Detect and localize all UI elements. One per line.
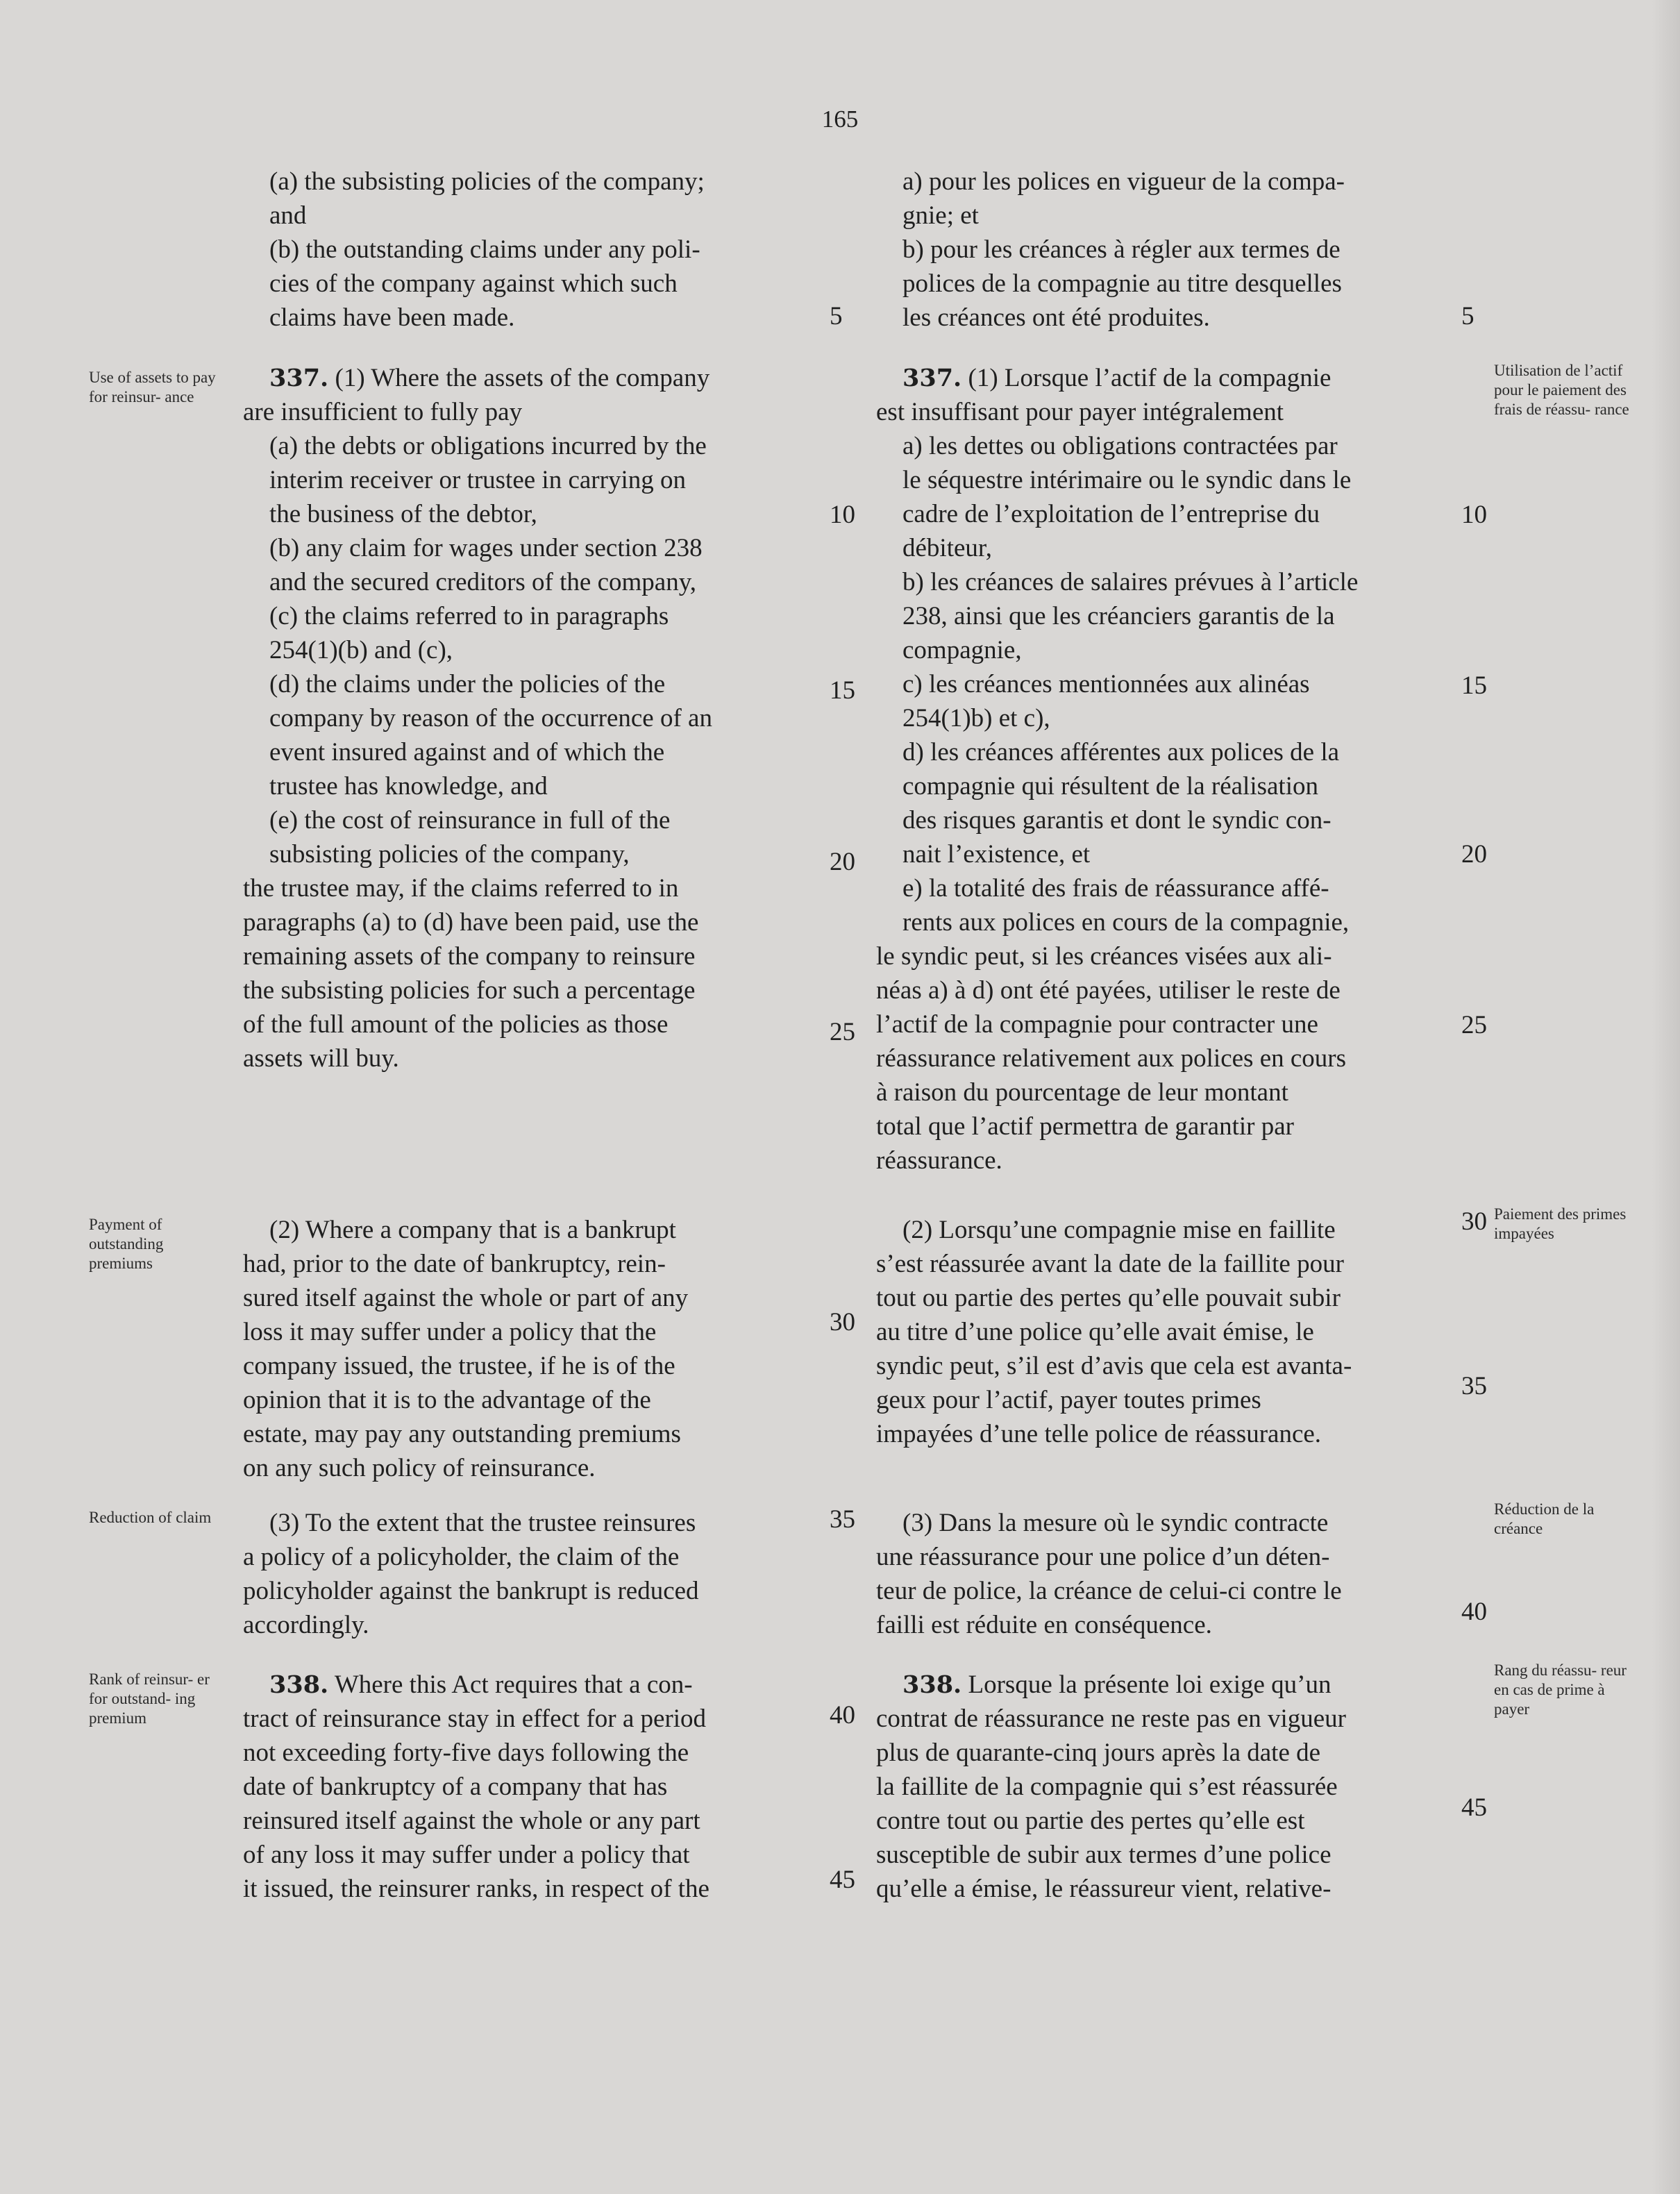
text-line: compagnie,	[902, 636, 1022, 664]
french-section-337-2	[876, 1213, 1452, 1451]
section-heading-line	[876, 361, 1452, 395]
english-section-337-3	[243, 1506, 819, 1642]
line-number: 20	[1461, 840, 1487, 869]
english-section-337-2	[243, 1213, 819, 1485]
text-line: néas a) à d) ont été payées, utiliser le reste de	[876, 976, 1341, 1005]
line-number: 15	[830, 676, 855, 705]
line-number: 5	[830, 302, 843, 330]
line-number: 40	[830, 1701, 855, 1730]
text-line: policyholder against the bankrupt is reduced	[243, 1577, 699, 1605]
text-line: a) pour les polices en vigueur de la compa-	[902, 167, 1345, 196]
text-line: contre tout ou partie des pertes qu’elle est	[876, 1807, 1305, 1835]
text-line: of the full amount of the policies as those	[243, 1010, 669, 1039]
margin-note-text: Rank of reinsur- er for outstand- ing premium	[89, 1670, 210, 1727]
margin-note-use-of-assets	[89, 368, 228, 407]
text-span: Where this Act requires that a con-	[328, 1670, 693, 1699]
text-line: assets will buy.	[243, 1044, 399, 1073]
line-number: 40	[1461, 1598, 1487, 1626]
margin-note-payment-premiums	[89, 1215, 228, 1273]
line-number: 25	[1461, 1011, 1487, 1039]
text-line: e) la totalité des frais de réassurance affé-	[902, 874, 1329, 903]
text-line: the subsisting policies for such a percentage	[243, 976, 696, 1005]
text-line: are insufficient to fully pay	[243, 398, 523, 426]
text-line: total que l’actif permettra de garantir par	[876, 1112, 1294, 1141]
text-line: opinion that it is to the advantage of the	[243, 1386, 651, 1414]
text-line: à raison du pourcentage de leur montant	[876, 1078, 1288, 1107]
text-line: le séquestre intérimaire ou le syndic dans le	[902, 466, 1352, 494]
text-line: date of bankruptcy of a company that has	[243, 1773, 668, 1801]
text-line: (e) the cost of reinsurance in full of the	[269, 806, 671, 835]
text-line: cies of the company against which such	[269, 269, 678, 298]
margin-note-text: Paiement des primes impayées	[1494, 1205, 1627, 1242]
page-edge-shadow	[1652, 0, 1680, 2194]
text-line: (d) the claims under the policies of the	[269, 670, 666, 698]
text-line: (b) the outstanding claims under any poli-	[269, 235, 700, 264]
text-line: not exceeding forty-five days following the	[243, 1739, 689, 1767]
line-number: 15	[1461, 671, 1487, 700]
text-line: d) les créances afférentes aux polices de la	[902, 738, 1340, 767]
text-line: tout ou partie des pertes qu’elle pouvait subir	[876, 1284, 1341, 1312]
text-line: (a) the debts or obligations incurred by the	[269, 432, 707, 460]
text-line: réassurance.	[876, 1146, 1002, 1175]
french-section-337-1	[876, 361, 1452, 1178]
line-number: 5	[1461, 302, 1475, 330]
line-number: 20	[830, 848, 855, 876]
margin-note-text: Reduction of claim	[89, 1509, 212, 1526]
text-span: Lorsque la présente loi exige qu’un	[961, 1670, 1332, 1699]
margin-note-text: Réduction de la créance	[1494, 1500, 1595, 1537]
line-number: 10	[830, 501, 855, 529]
section-heading-line	[876, 1668, 1452, 1702]
section-number: 337.	[902, 364, 962, 392]
text-line: l’actif de la compagnie pour contracter une	[876, 1010, 1318, 1039]
text-line: b) les créances de salaires prévues à l’article	[902, 568, 1359, 596]
text-line: est insuffisant pour payer intégralement	[876, 398, 1284, 426]
margin-note-reduction-claim	[89, 1508, 228, 1527]
line-number: 35	[830, 1505, 855, 1534]
section-number: 337.	[269, 364, 329, 392]
line-number: 45	[1461, 1793, 1487, 1822]
text-line: syndic peut, s’il est d’avis que cela est avanta-	[876, 1352, 1352, 1380]
margin-note-rank-reinsurer	[89, 1670, 228, 1728]
margin-note-rang-reassureur	[1494, 1661, 1640, 1719]
text-line: and	[269, 201, 307, 230]
text-line: subsisting policies of the company,	[269, 840, 630, 869]
text-line: remaining assets of the company to reinsure	[243, 942, 696, 971]
margin-note-paiement-primes	[1494, 1205, 1640, 1243]
text-line: failli est réduite en conséquence.	[876, 1611, 1212, 1639]
text-line: plus de quarante-cinq jours après la date de	[876, 1739, 1321, 1767]
line-number: 10	[1461, 501, 1487, 529]
text-line: qu’elle a émise, le réassureur vient, relative-	[876, 1875, 1332, 1903]
text-line: contrat de réassurance ne reste pas en vigueur	[876, 1705, 1346, 1733]
text-line: b) pour les créances à régler aux termes de	[902, 235, 1341, 264]
text-line: geux pour l’actif, payer toutes primes	[876, 1386, 1261, 1414]
text-line: impayées d’une telle police de réassurance.	[876, 1420, 1322, 1448]
text-span: (1) Where the assets of the company	[328, 364, 710, 392]
margin-note-text: Payment of outstanding premiums	[89, 1216, 164, 1272]
text-line: a policy of a policyholder, the claim of the	[243, 1543, 680, 1571]
text-line: des risques garantis et dont le syndic con-	[902, 806, 1332, 835]
text-line: 254(1)(b) and (c),	[269, 636, 453, 664]
text-line: on any such policy of reinsurance.	[243, 1454, 596, 1482]
text-line: tract of reinsurance stay in effect for a period	[243, 1705, 707, 1733]
french-section-338	[876, 1668, 1452, 1906]
line-number: 25	[830, 1018, 855, 1046]
text-line: au titre d’une police qu’elle avait émise, le	[876, 1318, 1314, 1346]
text-line: c) les créances mentionnées aux alinéas	[902, 670, 1310, 698]
text-line: of any loss it may suffer under a policy that	[243, 1841, 690, 1869]
text-line: a) les dettes ou obligations contractées par	[902, 432, 1338, 460]
text-line: susceptible de subir aux termes d’une police	[876, 1841, 1332, 1869]
section-number: 338.	[269, 1670, 329, 1699]
text-line: réassurance relativement aux polices en cours	[876, 1044, 1347, 1073]
french-paragraph-polices	[876, 165, 1452, 335]
english-section-337-1	[243, 361, 819, 1075]
text-line: company issued, the trustee, if he is of the	[243, 1352, 675, 1380]
text-line: nait l’existence, et	[902, 840, 1091, 869]
text-line: cadre de l’exploitation de l’entreprise du	[902, 500, 1320, 528]
english-paragraph-subsisting-policies	[243, 165, 819, 335]
text-line: la faillite de la compagnie qui s’est réassurée	[876, 1773, 1338, 1801]
line-number: 35	[1461, 1372, 1487, 1400]
text-line: the trustee may, if the claims referred to in	[243, 874, 679, 903]
text-line: s’est réassurée avant la date de la faillite pour	[876, 1250, 1344, 1278]
text-line: (2) Lorsqu’une compagnie mise en faillite	[902, 1216, 1336, 1244]
margin-note-utilisation-actif	[1494, 361, 1640, 419]
text-line: une réassurance pour une police d’un déten-	[876, 1543, 1330, 1571]
text-line: compagnie qui résultent de la réalisation	[902, 772, 1318, 801]
margin-note-reduction-creance	[1494, 1500, 1640, 1539]
text-line: event insured against and of which the	[269, 738, 665, 767]
text-line: (3) Dans la mesure où le syndic contracte	[902, 1509, 1329, 1537]
text-line: 238, ainsi que les créanciers garantis de la	[902, 602, 1335, 630]
line-number: 30	[830, 1308, 855, 1337]
text-line: claims have been made.	[269, 303, 515, 332]
text-line: (c) the claims referred to in paragraphs	[269, 602, 669, 630]
text-line: les créances ont été produites.	[902, 303, 1210, 332]
text-line: polices de la compagnie au titre desquelles	[902, 269, 1342, 298]
line-number: 45	[830, 1866, 855, 1894]
line-number: 30	[1461, 1207, 1487, 1236]
margin-note-text: Use of assets to pay for reinsur- ance	[89, 369, 216, 405]
page-number: 165	[821, 106, 859, 133]
text-line: sured itself against the whole or part of any	[243, 1284, 689, 1312]
text-line: and the secured creditors of the company,	[269, 568, 697, 596]
text-line: interim receiver or trustee in carrying on	[269, 466, 686, 494]
text-line: teur de police, la créance de celui-ci contre le	[876, 1577, 1342, 1605]
text-line: trustee has knowledge, and	[269, 772, 548, 801]
text-line: reinsured itself against the whole or any part	[243, 1807, 700, 1835]
text-line: company by reason of the occurrence of an	[269, 704, 712, 732]
margin-note-text: Rang du réassu- reur en cas de prime à payer	[1494, 1661, 1627, 1718]
text-line: (3) To the extent that the trustee reinsures	[269, 1509, 696, 1537]
text-line: accordingly.	[243, 1611, 369, 1639]
english-section-338	[243, 1668, 819, 1906]
text-line: débiteur,	[902, 534, 992, 562]
text-line: le syndic peut, si les créances visées aux ali-	[876, 942, 1332, 971]
text-line: had, prior to the date of bankruptcy, rein-	[243, 1250, 666, 1278]
text-line: it issued, the reinsurer ranks, in respect of the	[243, 1875, 709, 1903]
text-line: estate, may pay any outstanding premiums	[243, 1420, 681, 1448]
section-heading-line	[243, 1668, 819, 1702]
section-number: 338.	[902, 1670, 962, 1699]
text-line: (2) Where a company that is a bankrupt	[269, 1216, 676, 1244]
text-line: paragraphs (a) to (d) have been paid, use the	[243, 908, 699, 937]
section-heading-line	[243, 361, 819, 395]
text-line: (b) any claim for wages under section 238	[269, 534, 703, 562]
text-line: rents aux polices en cours de la compagnie,	[902, 908, 1350, 937]
text-line: 254(1)b) et c),	[902, 704, 1050, 732]
text-line: (a) the subsisting policies of the company;	[269, 167, 705, 196]
text-line: loss it may suffer under a policy that the	[243, 1318, 657, 1346]
french-section-337-3	[876, 1506, 1452, 1642]
margin-note-text: Utilisation de l’actif pour le paiement des frais de réassu- rance	[1494, 362, 1629, 418]
text-line: the business of the debtor,	[269, 500, 537, 528]
text-line: gnie; et	[902, 201, 979, 230]
text-span: (1) Lorsque l’actif de la compagnie	[961, 364, 1332, 392]
